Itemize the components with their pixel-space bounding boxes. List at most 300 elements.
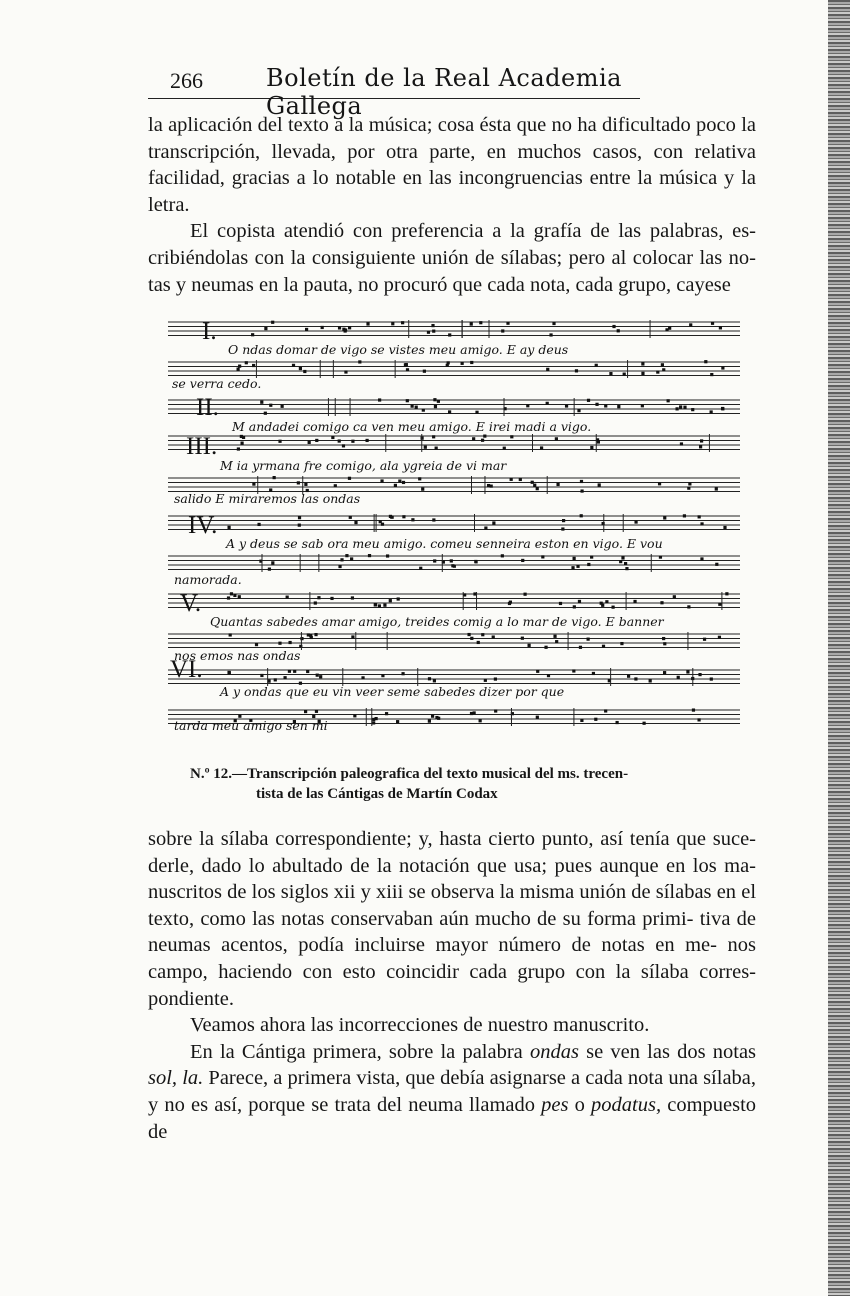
neume-note [528,644,531,647]
neume-note [572,669,575,672]
neume-note [602,645,605,648]
neume-note [715,563,718,566]
neume-note [698,515,701,518]
neume-note [351,635,354,638]
neume-note [242,436,245,439]
neume-note [704,360,707,363]
neume-note [556,483,559,486]
neume-note [595,364,598,367]
neume-note [292,364,295,367]
neume-note [624,562,627,565]
neume-note [406,399,409,402]
neume-note [307,633,310,636]
neume-note [559,602,562,605]
neume-note [475,411,478,414]
neume-note [394,484,397,487]
neume-note [317,596,320,599]
neume-note [571,566,574,569]
neume-note [689,323,692,326]
neume-note [692,708,695,711]
neume-note [372,718,375,721]
neume-note [448,333,451,336]
neume-note [573,605,576,608]
neume-note [634,520,637,523]
neume-note [633,600,636,603]
neume-note [233,594,236,597]
caption-line-1: N.º 12.—Transcripción paleografica del texto musical del ms. trecen- [190,766,629,782]
neume-note [484,679,487,682]
lyric-line-6: A y ondas que eu vin veer seme sabedes dizer por que [220,684,565,699]
neume-note [348,326,351,329]
neume-note [521,637,524,640]
neume-note [668,327,671,330]
neume-note [686,670,689,673]
neume-note [344,370,347,373]
neume-note [338,326,341,329]
neume-note [389,599,392,602]
neume-note [227,526,230,529]
neume-note [600,602,603,605]
neume-note [604,404,607,407]
neume-note [260,401,263,404]
neume-note [411,405,414,408]
neume-note [342,444,345,447]
neume-note [667,399,670,402]
neume-note [361,676,364,679]
neume-note [281,405,284,408]
neume-note [303,370,306,373]
lyric-line-2: M andadei comigo ca ven meu amigo. E irei madi a vigo. [232,419,592,434]
neume-note [641,404,644,407]
neume-note [240,442,243,445]
neume-note [252,364,255,367]
neume-note [434,405,437,408]
neume-note [383,604,386,607]
neume-note [424,446,427,449]
neume-note [271,561,274,564]
paragraph-1: la aplicación del texto a la música; cosa ésta que no ha dificultado poco la transcripción, llevada, por otra parte, en muchos casos, con relativa facilidad, gracias a lo notable en las incongruencias entre la música y la letra. [148,114,756,216]
lyric-line-5: Quantas sabedes amar amigo, treides comig a lo mar de vigo. E banner [210,614,664,629]
neume-note [304,483,307,486]
neume-note [433,679,436,682]
neume-note [611,606,614,609]
neume-note [660,601,663,604]
cantiga-number-3: III. [186,433,218,460]
neume-note [238,365,241,368]
neume-note [641,362,644,365]
neume-note [345,554,348,557]
neume-note [227,596,230,599]
neume-note [354,521,357,524]
neume-note [415,406,418,409]
neume-note [677,676,680,679]
neume-note [506,322,509,325]
neume-note [617,329,620,332]
neume-note [659,555,662,558]
neume-note [422,409,425,412]
neume-note [621,556,624,559]
music-notation-figure [166,316,742,754]
neume-note [492,521,495,524]
caption-line-2: tista de las Cántigas de Martín Codax [256,786,498,802]
neume-note [604,709,607,712]
neume-note [378,398,381,401]
neume-note [314,633,317,636]
neume-note [573,557,576,560]
lyric-line-1b: se verra cedo. [172,376,262,391]
neume-note [381,523,384,526]
neume-note [691,408,694,411]
neume-note [245,361,248,364]
neume-note [521,559,524,562]
neume-note [288,670,291,673]
neume-note [283,676,286,679]
neume-note [366,322,369,325]
neume-note [523,593,526,596]
neume-note [321,326,324,329]
neume-note [472,437,475,440]
neume-note [565,404,568,407]
neume-note [372,721,375,724]
lyric-line-5b: nos emos nas ondas [174,648,301,663]
neume-note [268,568,271,571]
neume-note [391,322,394,325]
neume-note [418,477,421,480]
body-text-top [148,112,756,298]
neume-note [703,638,706,641]
neume-note [555,640,558,643]
neume-note [374,603,377,606]
neume-note [718,636,721,639]
neume-note [401,321,404,324]
neume-note [663,516,666,519]
neume-note [344,328,347,331]
neume-note [552,322,555,325]
neume-note [561,527,564,530]
cantiga-number-6: VI. [170,656,203,683]
neume-note [351,596,354,599]
cantiga-number-4: IV. [188,512,218,539]
neume-note [700,522,703,525]
neume-note [431,715,434,718]
neume-note [479,719,482,722]
neume-note [501,329,504,332]
neume-note [580,480,583,483]
neume-note [710,373,713,376]
neume-note [366,439,369,442]
neume-note [609,372,612,375]
neume-note [715,487,718,490]
neume-note [402,515,405,518]
neume-note [661,363,664,366]
neume-note [656,370,659,373]
neume-note [697,718,700,721]
neume-note [396,720,399,723]
lyric-line-6b: tarda meu amigo sen mi [174,718,328,733]
neume-note [536,716,539,719]
neume-note [594,718,597,721]
neume-note [544,646,547,649]
neume-note [348,477,351,480]
neume-note [623,373,626,376]
neume-note [481,633,484,636]
neume-note [617,405,620,408]
neume-note [435,447,438,450]
neume-note [257,523,260,526]
neume-note [380,479,383,482]
neume-note [264,327,267,330]
neume-note [228,671,231,674]
neume-note [273,476,276,479]
neume-note [448,410,451,413]
neume-note [298,524,301,527]
lyric-line-1: O ndas domar de vigo se vistes meu amigo. E ay deus [228,342,569,357]
neume-note [390,515,393,518]
neume-note [381,674,384,677]
neume-note [510,435,513,438]
neume-note [274,678,277,681]
neume-note [643,722,646,725]
neume-note [687,487,690,490]
neume-note [432,330,435,333]
neume-note [536,487,539,490]
neume-note [349,516,352,519]
cantiga-number-1: I. [202,318,217,345]
neume-note [340,558,343,561]
neume-note [406,368,409,371]
neume-note [351,440,354,443]
neume-note [710,410,713,413]
neume-note [252,482,255,485]
neume-note [299,367,302,370]
neume-note [546,368,549,371]
neume-note [526,404,529,407]
neume-note [368,554,371,557]
cantiga-number-5: V. [180,590,202,617]
neume-note [579,646,582,649]
neume-note [428,677,431,680]
cantiga-number-2: II. [196,394,219,421]
neume-note [255,643,258,646]
neume-note [541,555,544,558]
neume-note [315,439,318,442]
neume-note [587,638,590,641]
neume-note [587,563,590,566]
neume-note [433,559,436,562]
neume-note [319,675,322,678]
neume-note [718,603,721,606]
neume-note [432,518,435,521]
neume-note [649,679,652,682]
neume-note [549,333,552,336]
neume-note [269,404,272,407]
neume-note [398,479,401,482]
neume-note [470,637,473,640]
neume-note [710,677,713,680]
neume-note [641,372,644,375]
neume-note [467,633,470,636]
neume-note [494,709,497,712]
neume-note [605,600,608,603]
neume-note [531,481,534,484]
neume-note [286,596,289,599]
neume-note [546,402,549,405]
neume-note [519,478,522,481]
neume-note [428,720,431,723]
neume-note [662,637,665,640]
neume-note [298,516,301,519]
neume-note [536,670,539,673]
neume-note [450,559,453,562]
neume-note [503,447,506,450]
neume-note [725,592,728,595]
neume-note [580,719,583,722]
neume-note [451,564,454,567]
lyric-line-4b: namorada. [174,572,242,587]
neume-note [300,637,303,640]
neume-note [304,710,307,713]
neume-note [687,605,690,608]
neume-note [711,322,714,325]
neume-note [350,557,353,560]
neume-note [492,635,495,638]
page-number: 266 [170,68,203,93]
neume-note [423,370,426,373]
neume-note [437,400,440,403]
neume-note [421,488,424,491]
neume-note [358,360,361,363]
paragraph-2: El copista atendió con preferencia a la grafía de las palabras, es- cribiéndolas con la consiguiente unión de sílabas; pero al colocar las no- tas y neumas en la pauta, no procuró que cada nota, cada grupo, cayese [148,220,756,296]
neume-note [634,677,637,680]
neume-note [719,326,722,329]
neume-note [510,478,513,481]
neume-note [619,560,622,563]
neume-note [260,674,263,677]
neume-note [587,399,590,402]
neume-note [461,362,464,365]
neume-note [330,597,333,600]
neume-note [310,636,313,639]
neume-note [547,674,550,677]
neume-note [278,440,281,443]
neume-note [597,440,600,443]
neume-note [431,324,434,327]
neume-note [673,595,676,598]
neume-note [385,712,388,715]
neume-note [419,567,422,570]
neume-note [470,322,473,325]
neume-note [293,670,296,673]
neume-note [598,483,601,486]
neume-note [508,602,511,605]
neume-note [378,604,381,607]
neume-note [662,368,665,371]
neume-note [612,325,615,328]
neume-note [305,328,308,331]
neume-note [401,672,404,675]
neume-note [230,592,233,595]
neume-note [616,721,619,724]
neume-note [229,633,232,636]
neume-note [580,514,583,517]
neume-note [481,439,484,442]
neume-note [331,436,334,439]
neume-note [675,407,678,410]
neume-note [721,366,724,369]
neume-note [473,711,476,714]
neume-note [334,484,337,487]
neume-note [427,331,430,334]
neume-note [353,714,356,717]
neume-note [533,484,536,487]
neume-note [575,369,578,372]
neume-note [595,403,598,406]
neume-note [432,435,435,438]
neume-note [402,481,405,484]
neume-note [316,674,319,677]
paragraph-4: Veamos ahora las incorrecciones de nuestro manuscrito. [190,1014,650,1037]
neume-note [663,642,666,645]
neume-note [620,642,623,645]
neume-note [411,518,414,521]
neume-note [683,514,686,517]
neume-note [297,481,300,484]
neume-note [484,526,487,529]
neume-note [494,677,497,680]
neume-note [578,600,581,603]
neume-note [404,363,407,366]
neume-note [700,557,703,560]
page-header [148,62,640,120]
neume-note [271,321,274,324]
neume-note [698,673,701,676]
neume-note [540,446,543,449]
neume-note [688,482,691,485]
neume-note [433,398,436,401]
neume-note [237,447,240,450]
neume-note [680,442,683,445]
scan-edge-shadow [828,0,850,1296]
neume-note [723,526,726,529]
neume-note [562,519,565,522]
neume-note [576,565,579,568]
neume-note [251,333,254,336]
neume-note [338,439,341,442]
neume-note [487,484,490,487]
neume-note [590,555,593,558]
neume-note [683,406,686,409]
neume-note [479,321,482,324]
neume-note [278,642,281,645]
neume-note [288,641,291,644]
neume-note [306,670,309,673]
neume-note [447,361,450,364]
neume-note [625,567,628,570]
neume-note [590,446,593,449]
lyric-line-4: A y deus se sab ora meu amigo. comeu senneira eston en vigo. E vou [226,536,663,551]
neume-note [397,597,400,600]
neume-note [501,554,504,557]
neume-note [580,489,583,492]
neume-note [627,675,630,678]
neume-note [314,601,317,604]
neume-note [477,641,480,644]
neume-note [237,368,240,371]
neume-note [577,409,580,412]
neume-note [721,407,724,410]
neume-note [699,445,702,448]
neume-note [437,717,440,720]
